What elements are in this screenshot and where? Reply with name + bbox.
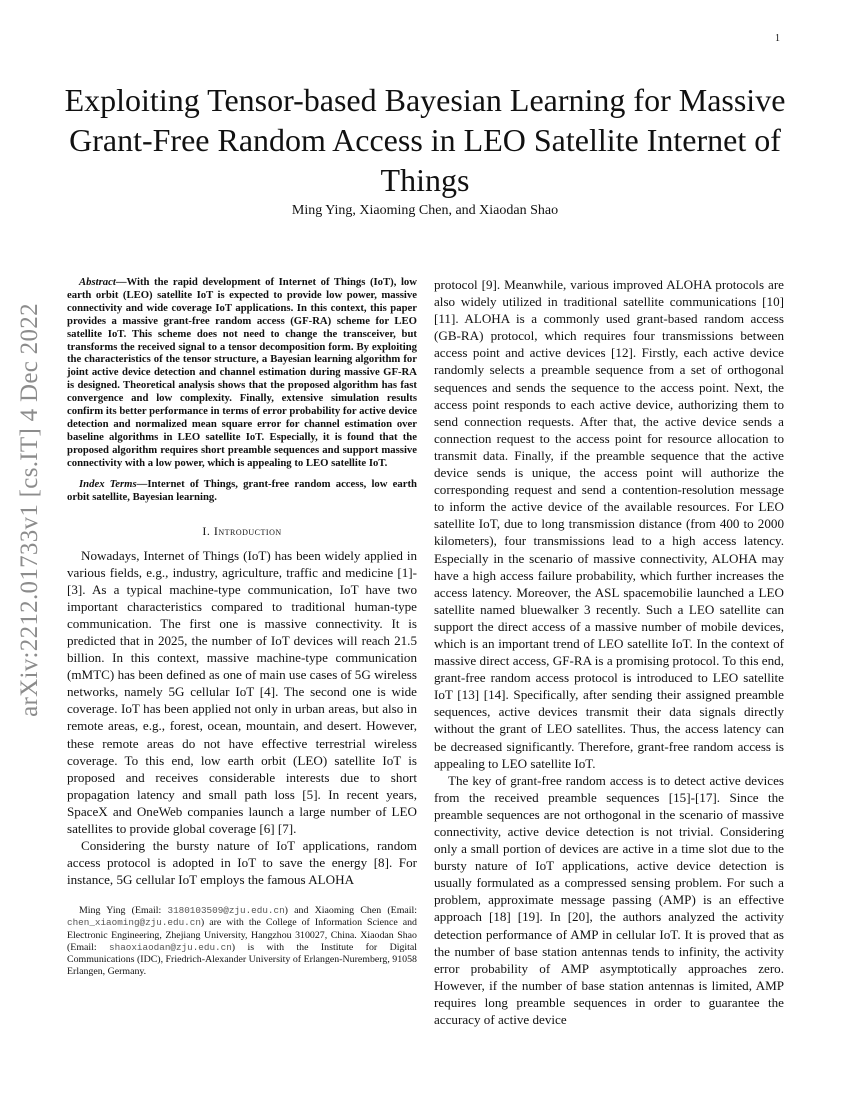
author-list: Ming Ying, Xiaoming Chen, and Xiaodan Shao bbox=[291, 203, 559, 218]
page-number: 1 bbox=[775, 33, 780, 44]
footnote-text: Ming Ying (Email: bbox=[79, 905, 168, 917]
arxiv-side-stamp bbox=[10, 270, 50, 750]
footnote-text: ) are with the College of Information Science and Electronic Engineering, Zhejiang University, Hangzhou 310027, China. Xiaodan Shao (Email: bbox=[67, 917, 417, 953]
footnote-text: ) and Xiaoming Chen (Email: bbox=[284, 905, 417, 917]
section-heading-introduction: I. Introduction bbox=[202, 524, 282, 539]
footnote-text: ) is with the Institute for Digital Communications (IDC), Friedrich-Alexander University of Erlangen-Nuremberg, 91058 Erlangen, Germany. bbox=[67, 941, 417, 977]
index-terms-text: —Internet of Things, grant-free random access, low earth orbit satellite, Bayesian learning. bbox=[67, 477, 417, 503]
right-column bbox=[434, 276, 784, 1028]
email-link[interactable]: chen_xiaoming@zju.edu.cn bbox=[67, 917, 201, 929]
index-terms-lead: Index Terms bbox=[79, 477, 137, 490]
index-terms bbox=[67, 478, 417, 504]
abstract-lead: Abstract bbox=[79, 276, 116, 288]
author-footnote bbox=[67, 905, 417, 978]
body-paragraph: protocol [9]. Meanwhile, various improved ALOHA protocols are also widely utilized in traditional satellite communications [10] [11]. ALOHA is a commonly used grant-based random access (GB-RA) protocol, which requires four transmissions between access point and active devices [12]. Firstly, each active device randomly selects a preamble sequence from a set of orthogonal sequences and sends the sequence to the access point. Next, the access point responds to each active device, authorizing them to send connection requests. After that, the active device sends a connection request to the access point for resource allocation to transmit data. Finally, if the preamble sequence that the active device sends is unique, the access point will authorize the corresponding request and send a contention-resolution message to inform the active device of the available resources. For LEO satellite IoT, due to long transmission distance (from 400 to 2000 kilometers), four transmissions lead to a high access latency. Especially in the scenario of massive connectivity, ALOHA may have a high access failure probability, which further increases the access latency. Moreover, the ASL spacemobilie launched a LEO satellite named bluewalker 3 recently. Such a LEO satellite can support the direct access of a massive number of mobile devices, which is an important trend of LEO satellite IoT. In the context of massive direct access, GF-RA is a promising protocol. To this end, grant-free random access protocol is introduced to LEO satellite IoT [13] [14]. Specifically, after sending their assigned preamble sequences, active devices transmit their data signals directly without the grant of LEO satellites. Thus, the access latency can be decreased significantly. Therefore, grant-free random access is appealing to LEO satellite IoT. bbox=[434, 277, 784, 771]
left-column bbox=[67, 276, 417, 978]
abstract-text: —With the rapid development of Internet of Things (IoT), low earth orbit (LEO) satellite IoT is expected to provide low power, massive connectivity and wide coverage IoT applications. In this context, this paper provides a massive grant-free random access (GF-RA) scheme for LEO satellite IoT. This scheme does not need to change the transceiver, but transforms the received signal to a tensor decomposition form. By exploiting the characteristics of the tensor structure, a Bayesian learning algorithm for joint active device detection and channel estimation during massive GF-RA is designed. Theoretical analysis shows that the proposed algorithm has fast convergence and low complexity. Finally, extensive simulation results confirm its better performance in terms of error probability for active device detection and normalized mean square error for channel estimation over baseline algorithms in LEO satellite IoT. Especially, it is found that the proposed algorithm requires short preamble sequences and support massive connectivity with a low power, which is appealing to LEO satellite IoT. bbox=[67, 276, 417, 469]
paper-title: Exploiting Tensor-based Bayesian Learning for Massive Grant-Free Random Access in LEO Satellite Internet of Things bbox=[64, 82, 786, 198]
intro-paragraph: Considering the bursty nature of IoT applications, random access protocol is adopted in IoT to save the energy [8]. For instance, 5G cellular IoT employs the famous ALOHA bbox=[67, 838, 417, 888]
email-link[interactable]: 3180103509@zju.edu.cn bbox=[167, 905, 285, 917]
arxiv-identifier[interactable]: arXiv:2212.01733v1 [cs.IT] 4 Dec 2022 bbox=[16, 303, 43, 717]
intro-paragraph: Nowadays, Internet of Things (IoT) has been widely applied in various fields, e.g., industry, agriculture, traffic and medicine [1]-[3]. As a typical machine-type communication, IoT have two important characteristics compared to traditional human-type communication. The first one is massive connectivity. It is predicted that in 2025, the number of IoT devices will reach 21.5 billion. In this context, massive machine-type communication (mMTC) has been defined as one of main use cases of 5G wireless networks, namely 5G cellular IoT [4]. The second one is wide coverage. IoT has been applied not only in urban areas, but also in remote areas, e.g., forest, ocean, mountain, and desert. However, these remote areas do not have effective terrestrial wireless coverage. To this end, low earth orbit (LEO) satellite IoT is proposed and receives considerable interests due to short propagation latency and small path loss [5]. In recent years, SpaceX and OneWeb companies launch a large number of LEO satellites to provide global coverage [6] [7]. bbox=[67, 547, 417, 836]
abstract bbox=[67, 276, 417, 470]
email-link[interactable]: shaoxiaodan@zju.edu.cn bbox=[109, 941, 232, 953]
body-paragraph: The key of grant-free random access is to detect active devices from the received preamble sequences [15]-[17]. Since the preamble sequences are not orthogonal in the scenario of massive connectivity, active device detection is not trivial. Considering only a small portion of devices are active in a time slot due to the bursty nature of IoT applications, active device detection is usually formulated as a compressed sensing problem. For such a problem, approximate message passing (AMP) is an effective approach [18] [19]. In [20], the authors analyzed the activity detection performance of AMP in cellular IoT. It is proved that as the number of base station antennas tends to infinity, the activity error probability of AMP asymptotically approaches zero. However, if the number of base station antennas is limited, AMP requires long preamble sequences in order to guarantee the accuracy of active device bbox=[434, 772, 784, 1028]
